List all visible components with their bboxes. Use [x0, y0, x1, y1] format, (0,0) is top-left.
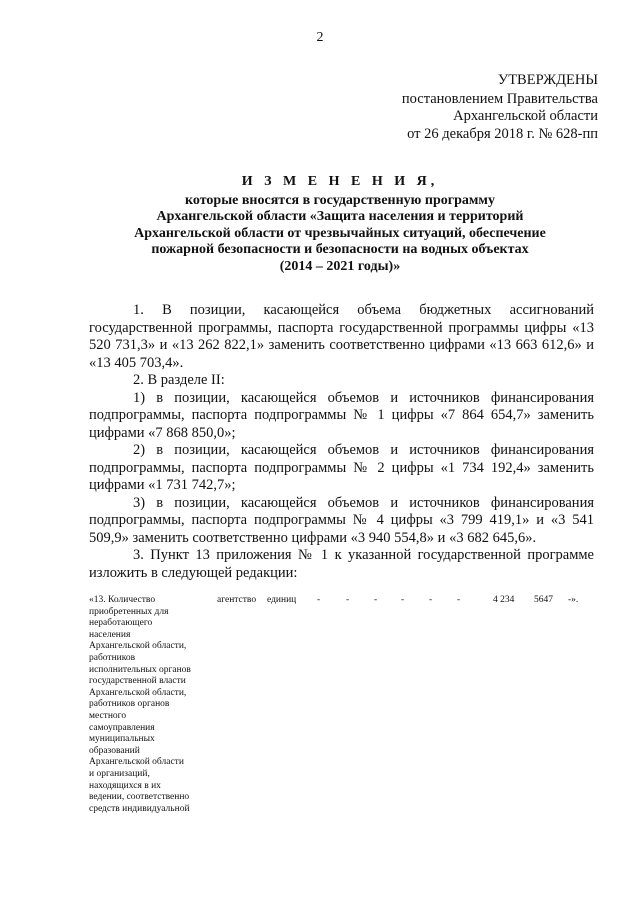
indicator-name-line: населения	[89, 629, 131, 640]
unit-cell: единиц	[267, 595, 297, 605]
title-line: Архангельской области от чрезвычайных ситуаций, обеспечение	[134, 225, 546, 241]
year-value-cell: 5647	[534, 595, 553, 605]
paragraph: 3) в позиции, касающейся объемов и источников финансирования подпрограммы, паспорта подпрограммы № 4 цифры «3 799 419,1» и «3 541 509,9» заменить соответственно цифрами «3 940 554,8» и «3 682 645,6».	[89, 494, 594, 546]
indicator-name-line: государственной власти	[89, 676, 186, 687]
indicator-name-line: исполнительных органов	[89, 664, 191, 675]
approval-line: постановлением Правительства	[401, 90, 598, 107]
paragraph: 1) в позиции, касающейся объемов и источников финансирования подпрограммы, паспорта подпрограммы № 1 цифры «7 864 654,7» заменить цифрами «7 868 850,0»;	[89, 389, 594, 441]
indicator-name-line: самоуправления	[89, 722, 155, 733]
indicator-name-line: средств индивидуальной	[89, 803, 190, 814]
body-text	[89, 302, 594, 582]
paragraph: 2. В разделе II:	[133, 372, 225, 388]
title-line: пожарной безопасности и безопасности на водных объектах	[151, 242, 529, 257]
year-value-cell: -	[457, 595, 461, 605]
approval-line: от 26 декабря 2018 г. № 628-пп	[407, 125, 598, 142]
year-value-cell: -	[317, 595, 321, 605]
indicator-name-line: приобретенных для	[89, 606, 169, 617]
indicator-name-line: работников органов	[89, 699, 170, 710]
year-value-cell: -	[401, 595, 405, 605]
indicator-name-line: муниципальных	[89, 734, 155, 745]
indicator-name-line: Архангельской области,	[89, 641, 187, 652]
indicator-name-line: ведении, соответственно	[89, 792, 190, 803]
title-line: (2014 – 2021 годы)»	[279, 258, 401, 274]
paragraph: 2) в позиции, касающейся объемов и источников финансирования подпрограммы, паспорта подпрограммы № 2 цифры «1 734 192,4» заменить цифрами «1 731 742,7»;	[89, 442, 594, 493]
indicator-name-line: Архангельской области	[89, 757, 184, 768]
indicator-name-line: находящихся в их	[89, 780, 161, 791]
indicator-name-cell	[89, 595, 217, 815]
indicator-name-line: «13. Количество	[89, 595, 156, 605]
indicator-name-line: работников	[89, 652, 136, 663]
title-line: которые вносятся в государственную программу	[185, 192, 495, 208]
responsible-cell: агентство	[217, 595, 257, 605]
indicator-name-line: и организаций,	[89, 768, 150, 779]
year-value-cell: 4 234	[493, 595, 515, 605]
title-line: Архангельской области «Защита населения и территорий	[156, 209, 524, 224]
approval-line: Архангельской области	[453, 108, 598, 124]
year-value-cell: -	[374, 595, 378, 605]
title-heading: И З М Е Н Е Н И Я,	[241, 174, 439, 189]
paragraph: 1. В позиции, касающейся объема бюджетных ассигнований государственной программы, паспорта государственной программы цифры «13 520 731,3» и «13 262 822,1» заменить соответственно цифрами «13 663 612,6» и «13 405 703,4».	[89, 302, 594, 371]
document-title	[80, 174, 600, 275]
approval-block	[338, 72, 598, 143]
year-value-cell: -	[429, 595, 433, 605]
page-number: 2	[316, 30, 324, 45]
approval-heading: УТВЕРЖДЕНЫ	[497, 72, 598, 88]
indicator-name-line: Архангельской области,	[89, 687, 187, 698]
indicator-name-line: местного	[89, 710, 127, 721]
paragraph: 3. Пункт 13 приложения № 1 к указанной государственной программе изложить в следующей редакции:	[89, 547, 594, 581]
year-value-cell: -	[346, 595, 350, 605]
row-end-mark: -».	[568, 595, 579, 605]
indicator-name-line: неработающего	[89, 618, 153, 629]
indicator-name-line: образований	[89, 745, 140, 756]
